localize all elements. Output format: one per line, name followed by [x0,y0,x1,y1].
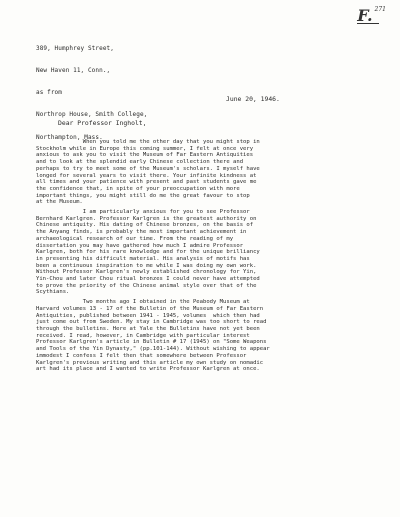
address-line: as from [36,89,62,97]
sender-address [36,30,147,156]
letter-date: June 20, 1946. [226,95,280,103]
address-line: Northampton, Mass. [36,133,103,141]
archive-mark [357,6,386,24]
body-paragraph: When you told me the other day that you might stop in Stockholm while in Europe this coming summer, I felt at once very anxious to ask you to visit the Museum of Far Eastern Antiquities and to look at the splendid early Chinese collection there and perhaps to try to meet some of the Museum's scholars. I myself have longed for several years to visit there. Your infinite kindness at all times and your patience with present and past students gave me the confidence that, in spite of your preoccupation with more important things, you might still do me the great favour to stop at the Museum. [36,139,260,206]
letter-body [36,139,381,376]
body-paragraph: I am particularly anxious for you to see Professor Bernhard Karlgren. Professor Karlgren is the greatest authority on Chinese antiquity. His dating of Chinese bronzes, on the basis of the Anyang finds, is probably the most important achievement in archaeological research of our time. From the reading of my dissertation you may have gathered how much I admire Professor Karlgren, both for his rare knowledge and for the unique brilliancy in presenting his difficult material. His analysis of motifs has been a continuous inspiration to me while I was doing my own work. Without Professor Karlgren's newly established chronology for Yin, Yin-Chou and later Chou ritual bronzes I could never have attempted to prove the priority of the Chinese animal style over that of the Scythians. [36,209,260,296]
address-line: 389, Humphrey Street, [36,44,114,52]
address-line: New Haven 11, Conn., [36,67,111,75]
archive-mark-number: 271 [374,6,386,13]
salutation: Dear Professor Ingholt, [58,119,147,127]
address-line: Northrop House, Smith College, [36,111,148,119]
archive-mark-letter: F. [357,6,373,25]
body-paragraph: Two months ago I obtained in the Peabody Museum at Harvard volumes 13 - 17 of the Bulletin of the Museum of Far Eastern Antiquities, published between 1941 - 1945, volumes which then had just come out from Sweden. My stay in Cambridge was too short to read through the bulletins. Here at Yale the Bulletins have not yet been received. I read, however, in Cambridge with particular interest Professor Karlgren's article in Bulletin # 17 (1945) on "Some Weapons and Tools of the Yin Dynasty," (pp.101-144). Without wishing to appear immodest I confess I felt then that somewhere between Professor Karlgren's previous writing and this article my own study on nomadic art had its place and I wanted to write Professor Karlgren at once. [36,299,270,373]
